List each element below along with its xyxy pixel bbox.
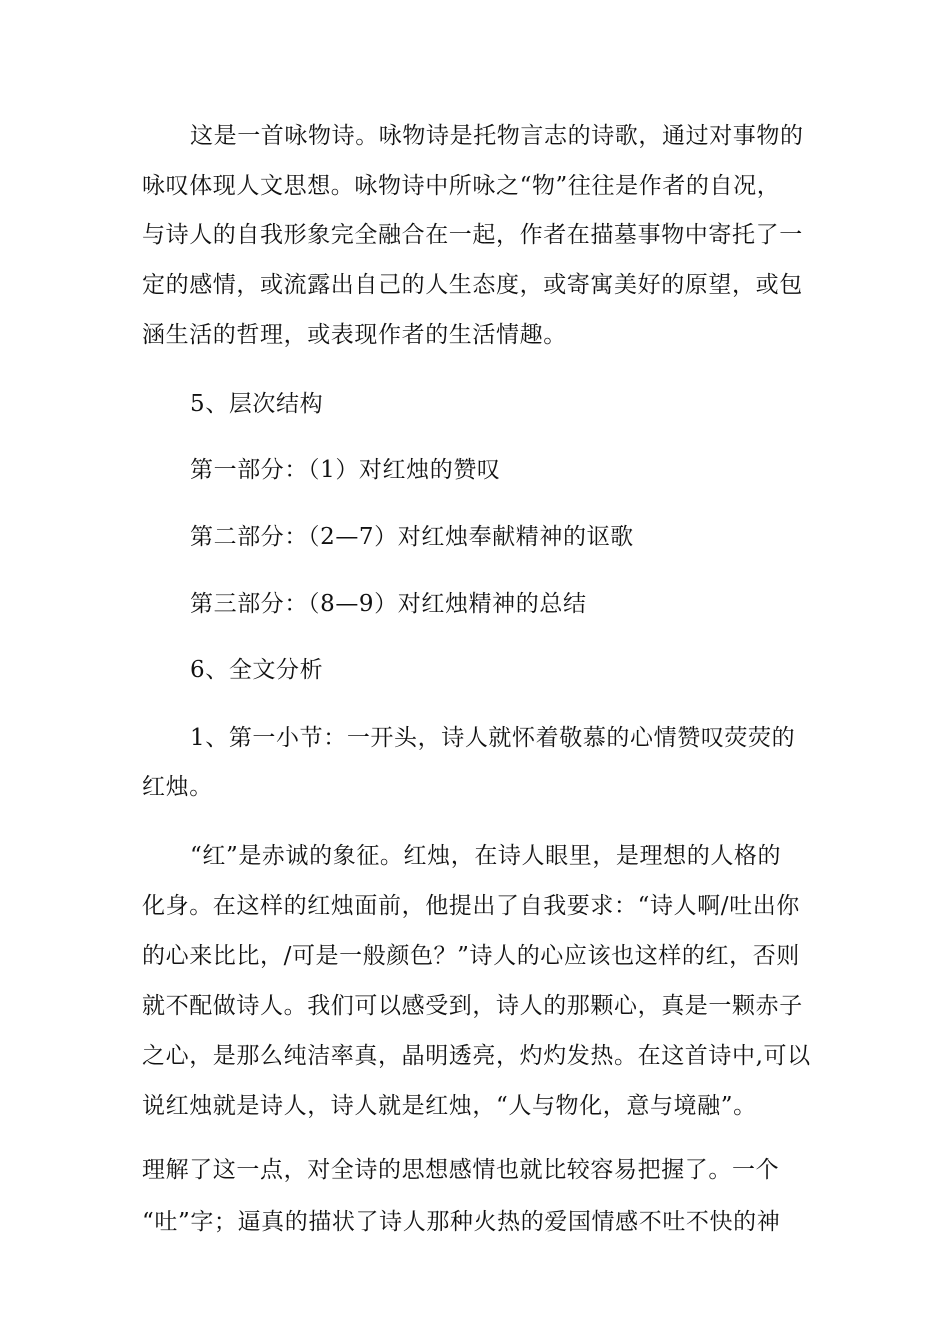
text-line: 这是一首咏物诗。咏物诗是托物言志的诗歌，通过对事物的 xyxy=(190,123,804,149)
text-line: 就不配做诗人。我们可以感受到，诗人的那颗心，真是一颗赤子 xyxy=(142,993,803,1019)
text-line: 理解了这一点，对全诗的思想感情也就比较容易把握了。一个 xyxy=(142,1157,780,1183)
text-line: 化身。在这样的红烛面前，他提出了自我要求：“诗人啊/吐出你 xyxy=(142,893,800,919)
section-heading: 5、层次结构 xyxy=(190,391,324,417)
text-line: 1、第一小节：一开头，诗人就怀着敬慕的心情赞叹荧荧的 xyxy=(190,725,796,751)
text-line: “红”是赤诚的象征。红烛，在诗人眼里，是理想的人格的 xyxy=(190,843,782,869)
text-line: 涵生活的哲理，或表现作者的生活情趣。 xyxy=(142,322,567,348)
text-line: 红烛。 xyxy=(142,774,213,800)
text-line: 定的感情，或流露出自己的人生态度，或寄寓美好的原望，或包 xyxy=(142,272,803,298)
structure-part: 第二部分：（2—7）对红烛奉献精神的讴歌 xyxy=(190,524,634,550)
text-line: 说红烛就是诗人，诗人就是红烛，“人与物化，意与境融”。 xyxy=(142,1093,757,1119)
section-heading: 6、全文分析 xyxy=(190,657,324,683)
text-line: “吐”字；逼真的描状了诗人那种火热的爱国情感不吐不快的神 xyxy=(142,1209,781,1235)
text-line: 咏叹体现人文思想。咏物诗中所咏之“物”往往是作者的自况， xyxy=(142,173,781,199)
text-line: 之心，是那么纯洁率真，晶明透亮，灼灼发热。在这首诗中,可以 xyxy=(142,1043,811,1069)
text-line: 与诗人的自我形象完全融合在一起，作者在描墓事物中寄托了一 xyxy=(142,222,803,248)
structure-part: 第三部分：（8—9）对红烛精神的总结 xyxy=(190,591,587,617)
text-line: 的心来比比，/可是一般颜色？”诗人的心应该也这样的红，否则 xyxy=(142,943,800,969)
structure-part: 第一部分：（1）对红烛的赞叹 xyxy=(190,457,501,483)
